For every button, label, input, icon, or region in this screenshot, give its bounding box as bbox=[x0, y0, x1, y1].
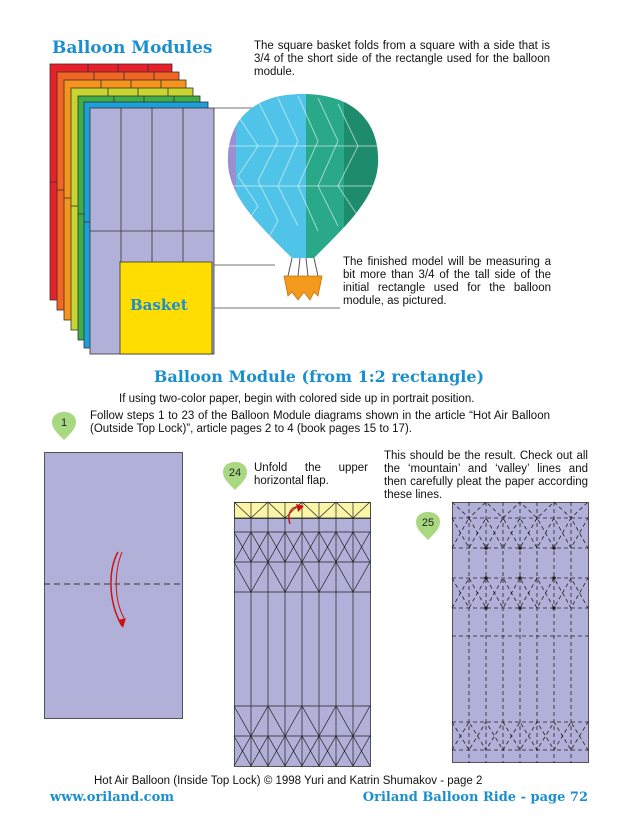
footer-credit: Hot Air Balloon (Inside Top Lock) © 1998 Yuri and Katrin Shumakov - page 2 bbox=[94, 775, 483, 787]
step-1-text: Follow steps 1 to 23 of the Balloon Module diagrams shown in the article “Hot Air Balloon (Outside Top Lock)”, article pages 2 to 4 (book pages 15 to 17). bbox=[90, 410, 550, 435]
paper-stack bbox=[48, 62, 228, 362]
footer-page-label: Oriland Balloon Ride - page 72 bbox=[362, 790, 588, 805]
basket-note: The square basket folds from a square with a side that is 3/4 of the short side of the rectangle used for the balloon module. bbox=[254, 40, 550, 78]
step-1-badge bbox=[52, 412, 76, 440]
module-intro: If using two-color paper, begin with colored side up in portrait position. bbox=[119, 393, 475, 405]
step-24-badge bbox=[223, 462, 247, 490]
step-1-diagram bbox=[44, 452, 184, 720]
footer-website[interactable]: www.oriland.com bbox=[50, 790, 175, 805]
step-25-badge bbox=[416, 512, 440, 540]
module-title: Balloon Module (from 1:2 rectangle) bbox=[153, 367, 485, 386]
step-24-diagram bbox=[234, 502, 372, 768]
section-title: Balloon Modules bbox=[52, 38, 213, 58]
step-25-diagram bbox=[452, 502, 590, 764]
basket-label: Basket bbox=[130, 296, 188, 314]
step-24-number: 24 bbox=[228, 467, 242, 479]
finished-note: The finished model will be measuring a bit more than 3/4 of the tall side of the initial rectangle used for the balloon module, as pictured. bbox=[343, 256, 551, 307]
step-24-text: Unfold the upper horizontal flap. bbox=[254, 462, 368, 487]
step-1-number: 1 bbox=[60, 417, 68, 429]
step-25-number: 25 bbox=[421, 517, 435, 529]
step-25-text: This should be the result. Check out all the ‘mountain’ and ‘valley’ lines and then carefully pleat the paper according these lines. bbox=[384, 450, 588, 501]
